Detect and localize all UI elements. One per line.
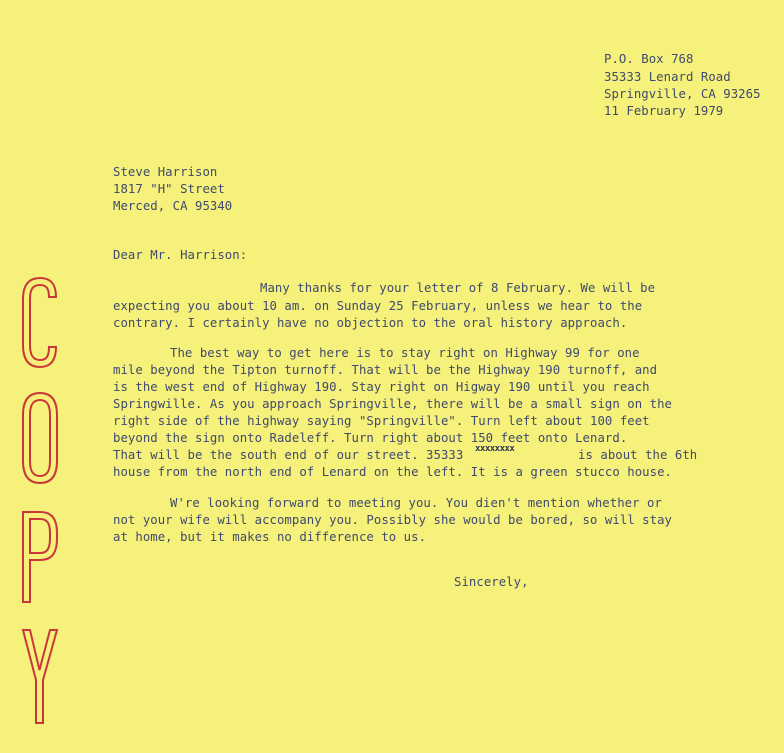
salutation: Dear Mr. Harrison: [113, 248, 248, 262]
paragraph-line: is about the 6th [578, 448, 698, 462]
paragraph-line: That will be the south end of our street. 35333 [113, 448, 464, 462]
recipient-street: 1817 "H" Street [113, 182, 225, 196]
overstruck-text: xxxxxxxx [475, 444, 515, 454]
paragraph-line: The best way to get here is to stay right on Highway 99 for one [170, 346, 640, 360]
paragraph-line: expecting you about 10 am. on Sunday 25 February, unless we hear to the [113, 299, 643, 313]
paragraph-line: Many thanks for your letter of 8 February. We will be [260, 281, 656, 295]
closing: Sincerely, [454, 575, 529, 589]
sender-street: 35333 Lenard Road [604, 70, 731, 84]
paragraph-line: Springwille. As you approach Springville, there will be a small sign on the [113, 397, 673, 411]
paragraph-line: house from the north end of Lenard on the left. It is a green stucco house. [113, 465, 673, 479]
copy-stamp [10, 275, 68, 750]
paragraph-line: at home, but it makes no difference to us. [113, 530, 427, 544]
letter-date: 11 February 1979 [604, 104, 724, 118]
recipient-name: Steve Harrison [113, 165, 218, 179]
paragraph-line: beyond the sign onto Radeleff. Turn right about 150 feet onto Lenard. [113, 431, 628, 445]
paragraph-line: W're looking forward to meeting you. You dien't mention whether or [170, 496, 662, 510]
sender-po-box: P.O. Box 768 [604, 52, 694, 66]
paragraph-line: contrary. I certainly have no objection to the oral history approach. [113, 316, 628, 330]
paragraph-line: mile beyond the Tipton turnoff. That will be the Highway 190 turnoff, and [113, 363, 658, 377]
sender-city: Springville, CA 93265 [604, 87, 761, 101]
paragraph-line: right side of the highway saying "Springville". Turn left about 100 feet [113, 414, 650, 428]
recipient-city: Merced, CA 95340 [113, 199, 233, 213]
paragraph-line: is the west end of Highway 190. Stay right on Higway 190 until you reach [113, 380, 650, 394]
paragraph-line: not your wife will accompany you. Possibly she would be bored, so will stay [113, 513, 673, 527]
